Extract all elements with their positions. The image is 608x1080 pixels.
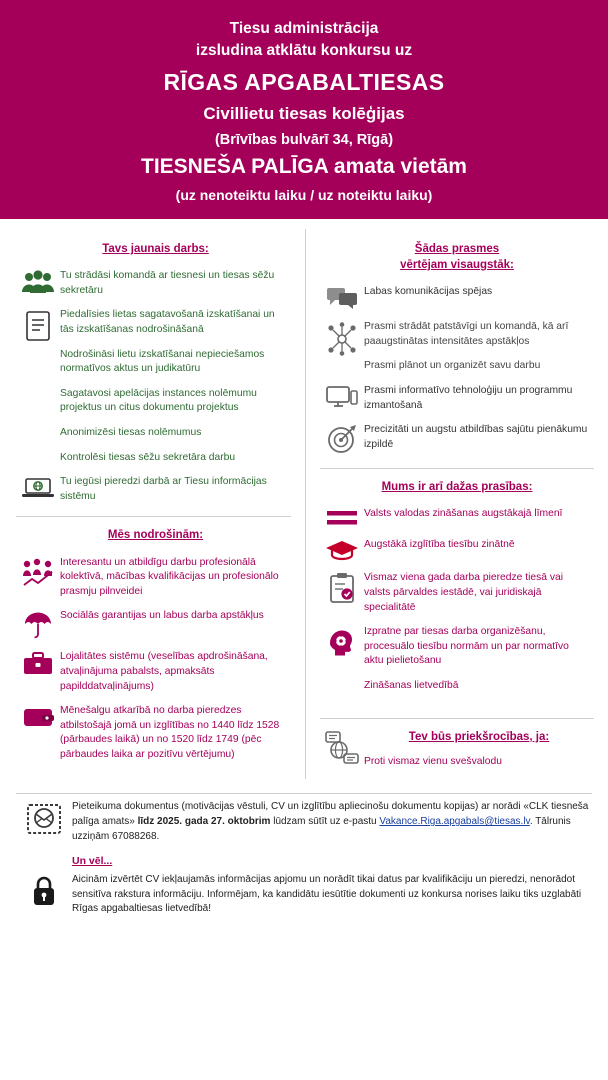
header-position: TIESNEŠA PALĪGA amata vietām xyxy=(141,154,467,178)
clipboard-check-icon xyxy=(320,571,364,604)
growth-people-icon xyxy=(16,556,60,587)
skills-title-line-2: vērtējam visaugstāk: xyxy=(400,259,514,272)
provide-item xyxy=(16,650,295,694)
poster-header xyxy=(0,0,608,219)
skills-title-line-1: Šādas prasmes xyxy=(414,243,500,256)
right-column xyxy=(306,229,608,779)
footer-divider xyxy=(16,793,592,794)
provide-item xyxy=(16,704,295,762)
header-line-2: izsludina atklātu konkursu uz xyxy=(195,42,413,60)
umbrella-icon xyxy=(16,609,60,640)
left-column xyxy=(0,229,306,779)
wallet-icon xyxy=(16,704,60,729)
network-icon xyxy=(320,320,364,356)
laptop-icon xyxy=(16,475,60,500)
application-text-part-3: . Tālrunis uzziņām 67088268. xyxy=(72,816,571,842)
left-divider xyxy=(16,516,291,517)
requirements-group-lines xyxy=(364,625,594,703)
job-item-text: Tu strādāsi komandā ar tiesnesi un tiesas sēžu sekretāru xyxy=(60,270,275,296)
chat-bubbles-icon xyxy=(320,285,364,310)
application-text xyxy=(72,800,592,844)
skill-item-text: Prasmi informatīvo tehnoloģiju un programmu izmantošanā xyxy=(364,385,573,411)
provide-section-title: Mēs nodrošinām: xyxy=(107,529,204,542)
requirement-item xyxy=(320,571,594,615)
provide-item xyxy=(16,556,295,600)
job-section-title: Tavs jaunais darbs: xyxy=(102,243,209,256)
job-item xyxy=(16,475,295,504)
advantage-section-title: Tev būs priekšrocības, ja: xyxy=(408,730,550,743)
provide-item-text: Interesantu un atbildīgu darbu profesionālā kolektīvā, mācības kvalifikācijas un profesionālo prasmju pilnveidei xyxy=(60,556,279,597)
header-line-1: Tiesu administrācija xyxy=(229,20,379,37)
skills-section-title xyxy=(320,241,594,273)
job-items-lines xyxy=(60,308,295,475)
application-email-link[interactable]: Vakance.Riga.apgabals@tiesas.lv xyxy=(379,816,530,828)
skill-item-text: Precizitāti un augstu atbildības sajūtu pienākumu izpildē xyxy=(364,424,588,450)
target-icon xyxy=(320,423,364,454)
requirement-item-text: Vismaz viena gada darba pieredze tiesā vai valsts pārvaldes iestādē, vai juridiskajā specialitātē xyxy=(364,572,564,613)
requirement-item xyxy=(320,507,594,528)
job-item-text: Nodrošināsi lietu izskatīšanai nepieciešamos normatīvos aktus un judikatūru xyxy=(60,348,265,375)
right-divider-2 xyxy=(320,718,594,719)
content-columns xyxy=(0,219,608,779)
skills-group-lines xyxy=(364,320,594,384)
skill-item xyxy=(320,384,594,413)
skill-item xyxy=(320,423,594,454)
un-vel-title: Un vēl... xyxy=(72,854,113,867)
job-items-group xyxy=(16,308,295,475)
application-text-part-2: lūdzam sūtīt uz e-pastu xyxy=(270,816,380,828)
skill-item-text: Prasmi plānot un organizēt savu darbu xyxy=(364,360,541,372)
header-organization: RĪGAS APGABALTIESAS xyxy=(163,68,445,95)
advantage-item-text: Proti vismaz vienu svešvalodu xyxy=(364,755,502,767)
document-icon xyxy=(16,308,60,342)
application-deadline: līdz 2025. gada 27. oktobrim xyxy=(137,816,271,828)
provide-item xyxy=(16,609,295,640)
advantage-block xyxy=(320,729,594,770)
briefcase-icon xyxy=(16,650,60,677)
requirement-item-text: Augstākā izglītība tiesību zinātnē xyxy=(364,539,515,551)
job-item-text: Anonimizēsi tiesas nolēmumus xyxy=(60,427,202,438)
requirement-item xyxy=(320,538,594,561)
requirements-section-title: Mums ir arī dažas prasības: xyxy=(381,481,533,494)
requirement-item-text: Zināšanas lietvedībā xyxy=(364,680,459,692)
right-divider-1 xyxy=(320,468,594,469)
job-item-text: Piedalīsies lietas sagatavošanā izskatīšanai un tās izskatīšanas nodrošināšanā xyxy=(60,309,275,335)
job-item-text: Kontrolēsi tiesas sēžu sekretāra darbu xyxy=(60,451,236,463)
mail-stamp-icon xyxy=(16,800,72,836)
skill-item-text: Prasmi strādāt patstāvīgi un komandā, kā arī paaugstinātas intensitātes apstākļos xyxy=(364,321,569,347)
application-block xyxy=(16,800,592,844)
header-collegium: Civillietu tiesas kolēģijas xyxy=(203,103,405,123)
team-icon xyxy=(16,269,60,296)
requirement-item-text: Valsts valodas zināšanas augstākajā līmenī xyxy=(364,508,563,520)
globe-chat-icon xyxy=(320,729,364,764)
monitor-icon xyxy=(320,384,364,409)
skills-group xyxy=(320,320,594,384)
lock-icon xyxy=(16,873,72,907)
job-item-text: Sagatavosi apelācijas instances nolēmumu projektus un citus dokumentu projektus xyxy=(60,387,257,414)
provide-item-text: Sociālās garantijas un labus darba apstākļus xyxy=(60,610,264,622)
privacy-block xyxy=(16,873,592,917)
header-address: (Brīvības bulvārī 34, Rīgā) xyxy=(214,131,394,148)
requirement-item-text: Izpratne par tiesas darba organizēšanu, procesuālo tiesību normām un par normatīvo aktu pielietošanu xyxy=(364,626,569,667)
header-term: (uz nenoteiktu laiku / uz noteiktu laiku) xyxy=(175,187,433,204)
privacy-text: Aicinām izvērtēt CV iekļaujamās informācijas apjomu un norādīt tikai datus par kvalifikāciju un pieredzi, nenorādot sensitīva rakstura informāciju. Informējam, ka kandidātu iesūtītie dokumenti uz konkursa norises laiku tiks uzglabāti Rīgas apgabaltiesas lietvedībā! xyxy=(72,873,582,915)
graduation-cap-icon xyxy=(320,538,364,561)
skill-item-text: Labas komunikācijas spējas xyxy=(364,286,493,298)
provide-item-text: Lojalitātes sistēmu (veselības apdrošināšana, atvaļinājuma pabalsts, apmaksāts papilddatvaļinājums) xyxy=(60,651,268,692)
skill-item xyxy=(320,285,594,310)
poster-footer xyxy=(0,779,608,925)
requirements-group xyxy=(320,625,594,703)
job-item-text: Tu iegūsi pieredzi darbā ar Tiesu informācijas sistēmu xyxy=(60,476,267,502)
application-text-part-1: Pieteikuma dokumentus (motivācijas vēstuli, CV un izglītību apliecinošu dokumentu kopijas) ar norādi «CLK tiesneša palīga amats» xyxy=(72,801,589,828)
head-gear-icon xyxy=(320,625,364,659)
job-item xyxy=(16,269,295,298)
provide-item-text: Mēnešalgu atkarībā no darba pieredzes atbilstošajā jomā un izglītības no 1440 līdz 1528 (pārbaudes laikā) un no 1520 līdz 1749 (pēc pārbaudes laika ar pozitīvu vērtējumu) xyxy=(60,705,280,761)
flag-icon xyxy=(320,507,364,528)
